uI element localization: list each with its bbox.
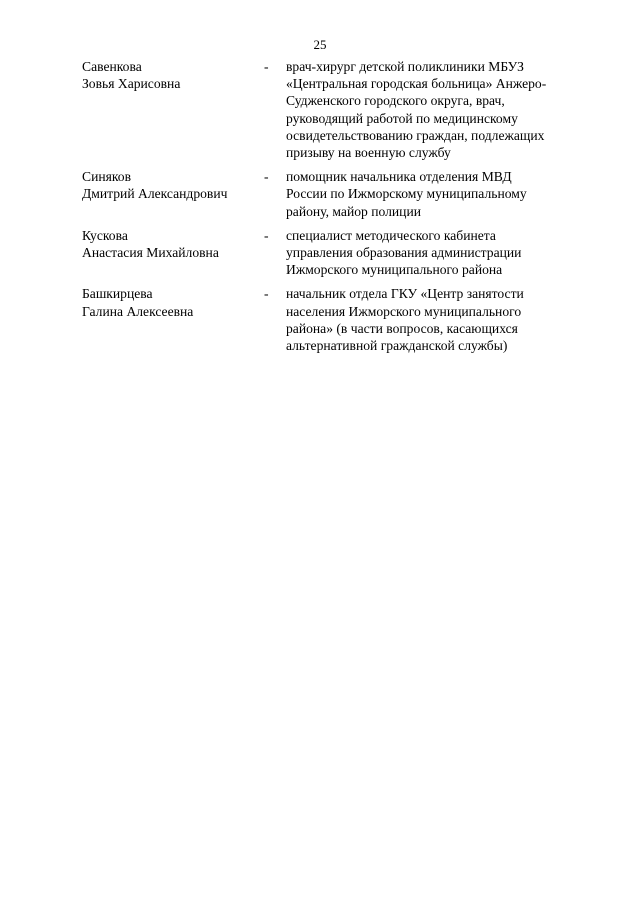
role-line: России по Ижморскому муниципальному bbox=[286, 186, 527, 202]
dash-separator: - bbox=[264, 169, 269, 185]
surname: Кускова bbox=[82, 227, 128, 243]
role-line: населения Ижморского муниципального bbox=[286, 303, 522, 319]
position-description bbox=[286, 227, 580, 279]
role-line: района» (в части вопросов, касающихся bbox=[286, 320, 518, 336]
list-item bbox=[82, 227, 602, 279]
list-item bbox=[82, 168, 602, 220]
role-line: врач-хирург детской поликлиники МБУЗ bbox=[286, 59, 524, 74]
role-line: Судженского городского округа, врач, bbox=[286, 93, 505, 109]
role-line: «Центральная городская больница» Анжеро- bbox=[286, 76, 547, 92]
given-names: Анастасия Михайловна bbox=[82, 245, 219, 261]
page-number: 25 bbox=[313, 37, 327, 52]
role-line: освидетельствованию граждан, подлежащих bbox=[286, 127, 545, 143]
role-line: управления образования администрации bbox=[286, 245, 522, 261]
surname: Савенкова bbox=[82, 59, 142, 74]
dash-separator: - bbox=[264, 59, 269, 74]
role-line: Ижморского муниципального района bbox=[286, 262, 503, 278]
person-name bbox=[82, 285, 264, 354]
role-line: району, майор полиции bbox=[286, 203, 421, 219]
position-description bbox=[286, 168, 580, 220]
position-description bbox=[286, 285, 580, 354]
person-name bbox=[82, 168, 264, 220]
members-list bbox=[82, 58, 602, 361]
list-item bbox=[82, 285, 602, 354]
given-names: Зовья Харисовна bbox=[82, 76, 181, 92]
role-line: руководящий работой по медицинскому bbox=[286, 110, 518, 126]
dash-separator: - bbox=[264, 286, 269, 302]
role-line: специалист методического кабинета bbox=[286, 227, 496, 243]
dash-separator: - bbox=[264, 227, 269, 243]
position-description bbox=[286, 58, 580, 161]
person-name bbox=[82, 227, 264, 279]
list-item bbox=[82, 58, 602, 161]
person-name bbox=[82, 58, 264, 161]
surname: Синяков bbox=[82, 169, 131, 185]
given-names: Дмитрий Александрович bbox=[82, 186, 228, 202]
given-names: Галина Алексеевна bbox=[82, 303, 194, 319]
role-line: помощник начальника отделения МВД bbox=[286, 169, 512, 185]
role-line: призыву на военную службу bbox=[286, 145, 451, 161]
role-line: альтернативной гражданской службы) bbox=[286, 338, 508, 354]
surname: Башкирцева bbox=[82, 286, 153, 302]
role-line: начальник отдела ГКУ «Центр занятости bbox=[286, 286, 524, 302]
